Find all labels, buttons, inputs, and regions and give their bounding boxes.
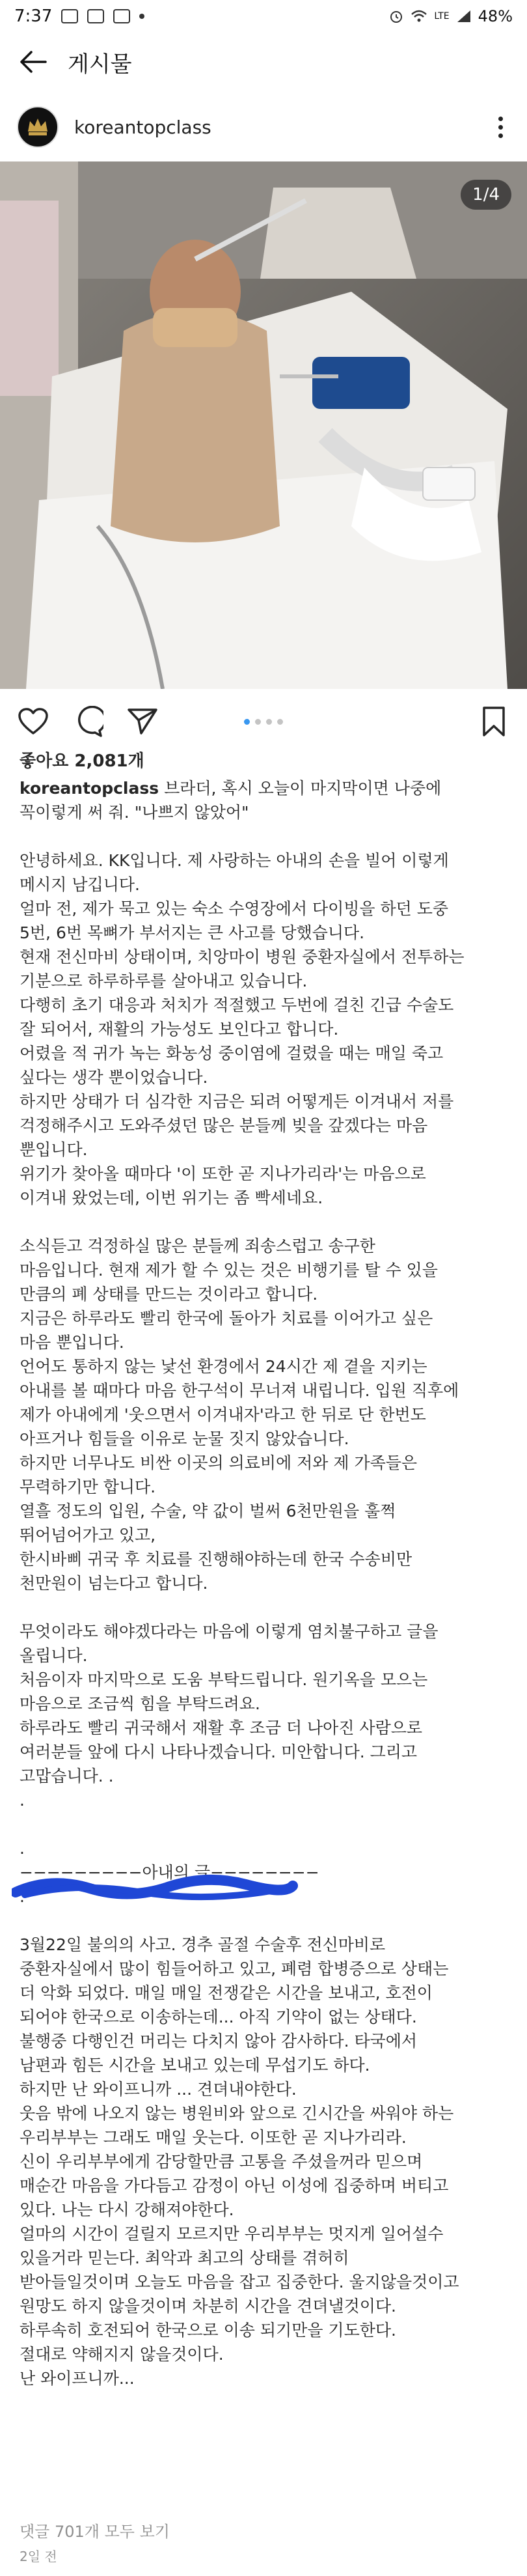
caption-line: 제가 아내에게 '웃으면서 이겨내자'라고 한 뒤로 단 한번도 xyxy=(20,1405,426,1424)
caption-line: 매순간 마음을 가다듬고 감정이 아닌 이성에 집중하며 버티고 xyxy=(20,2176,449,2195)
facebook-notification-icon xyxy=(87,9,104,23)
caption-line: 위기가 찾아올 때마다 '이 또한 곧 지나가리라'는 마음으로 xyxy=(20,1164,426,1183)
caption-line: 언어도 통하지 않는 낯선 환경에서 24시간 제 곁을 지키는 xyxy=(20,1357,427,1376)
caption-line: 얼마의 시간이 걸릴지 모르지만 우리부부는 멋지게 일어설수 xyxy=(20,2224,444,2243)
crown-logo-icon xyxy=(23,112,53,142)
post-username[interactable]: koreantopclass xyxy=(74,116,211,138)
caption-line: 무엇이라도 해야겠다라는 마음에 이렇게 염치불구하고 글을 xyxy=(20,1622,439,1641)
caption-line: 고맙습니다. . xyxy=(20,1767,114,1785)
carousel-dot xyxy=(255,719,261,725)
share-button[interactable] xyxy=(124,703,161,740)
caption-line: 싶다는 생각 뿐이었습니다. xyxy=(20,1068,208,1087)
caption-body xyxy=(20,800,514,2390)
caption-line: 메시지 남깁니다. xyxy=(20,875,140,894)
like-button[interactable] xyxy=(14,703,52,740)
caption-line: 하지만 너무나도 비싼 이곳의 의료비에 저와 제 가족들은 xyxy=(20,1453,418,1472)
post-header xyxy=(0,98,527,156)
view-all-comments-link[interactable]: 댓글 701개 모두 보기 xyxy=(20,2523,170,2541)
network-type: LTE xyxy=(434,11,450,21)
clock: 7:37 xyxy=(14,7,53,26)
caption-line: 무력하기만 합니다. xyxy=(20,1477,156,1496)
caption-line: 있다. 나는 다시 강해져야한다. xyxy=(20,2200,234,2219)
caption-line: . xyxy=(20,1791,25,1810)
post-caption xyxy=(20,776,514,2390)
caption-line: 아내를 볼 때마다 마음 한구석이 무너져 내립니다. 입원 직후에 xyxy=(20,1381,459,1400)
caption-line: 마음으로 조금씩 힘을 부탁드려요. xyxy=(20,1694,260,1713)
caption-line: 소식듣고 걱정하실 많은 분들께 죄송스럽고 송구한 xyxy=(20,1237,375,1255)
caption-line: 어렸을 적 귀가 녹는 화농성 중이염에 걸렸을 때는 매일 죽고 xyxy=(20,1044,444,1063)
app-bar xyxy=(0,33,527,91)
paper-plane-icon xyxy=(127,707,158,736)
caption-line: 있을거라 믿는다. 최악과 최고의 상태를 겪허히 xyxy=(20,2248,349,2267)
caption-line: 원망도 하지 않을것이며 차분히 시간을 견뎌낼것이다. xyxy=(20,2297,396,2316)
caption-line: 다행히 초기 대응과 처치가 적절했고 두번에 걸친 긴급 수술도 xyxy=(20,996,454,1015)
status-bar xyxy=(0,0,527,33)
more-options-button[interactable] xyxy=(491,111,510,143)
gallery-notification-icon xyxy=(61,9,78,23)
more-dot-icon xyxy=(498,133,503,138)
caption-line xyxy=(20,1595,514,1619)
comment-button[interactable] xyxy=(69,703,107,740)
alarm-icon xyxy=(388,8,404,24)
caption-line: 난 와이프니까... xyxy=(20,2369,135,2388)
caption-line: 웃음 밖에 나오지 않는 병원비와 앞으로 긴시간을 싸워야 하는 xyxy=(20,2104,454,2123)
caption-line: 5번, 6번 목뼈가 부서지는 큰 사고를 당했습니다. xyxy=(20,923,365,942)
avatar[interactable] xyxy=(17,106,59,148)
photo-notification-icon xyxy=(113,9,130,23)
caption-line: . xyxy=(20,1839,25,1858)
caption-line: 우리부부는 그래도 매일 웃는다. 이또한 곧 지나가리라. xyxy=(20,2128,407,2147)
caption-line xyxy=(20,824,514,848)
caption-first-line xyxy=(20,776,514,800)
caption-line: 불행중 다행인건 머리는 다치지 않아 감사하다. 타국에서 xyxy=(20,2032,418,2051)
post-photo[interactable] xyxy=(0,161,527,689)
caption-line: 처음이자 마지막으로 도움 부탁드립니다. 원기옥을 모으는 xyxy=(20,1670,428,1689)
caption-line: 지금은 하루라도 빨리 한국에 돌아가 치료를 이어가고 싶은 xyxy=(20,1309,433,1328)
caption-line: 올립니다. xyxy=(20,1646,88,1665)
caption-line: 절대로 약해지지 않을것이다. xyxy=(20,2345,224,2364)
signal-icon xyxy=(456,9,472,23)
post-action-bar xyxy=(0,695,527,748)
carousel-dot-active xyxy=(244,719,250,725)
save-button[interactable] xyxy=(475,703,513,740)
caption-line: 이겨내 왔었는데, 이번 위기는 좀 빡세네요. xyxy=(20,1188,323,1207)
more-dot-icon xyxy=(498,117,503,121)
caption-line: 여러분들 앞에 다시 나타나겠습니다. 미안합니다. 그리고 xyxy=(20,1743,418,1761)
caption-line: 열흘 정도의 입원, 수술, 약 값이 벌써 6천만원을 훌쩍 xyxy=(20,1502,396,1520)
arrow-left-icon xyxy=(18,50,47,74)
notification-dot-icon xyxy=(139,14,144,19)
caption-line: 3월22일 불의의 사고. 경추 골절 수술후 전신마비로 xyxy=(20,1935,386,1954)
caption-line: 하루속히 호전되어 한국으로 이송 되기만을 기도한다. xyxy=(20,2321,396,2340)
carousel-dot xyxy=(266,719,272,725)
caption-line: . xyxy=(20,1887,25,1906)
battery-level: 48% xyxy=(478,7,513,25)
caption-line: 마음입니다. 현재 제가 할 수 있는 것은 비행기를 탈 수 있을 xyxy=(20,1261,438,1280)
carousel-dot xyxy=(277,719,283,725)
caption-line xyxy=(20,1909,514,1933)
caption-username[interactable]: koreantopclass xyxy=(20,779,159,798)
hospital-bed-photo xyxy=(0,161,527,689)
caption-line: 걱정해주시고 도와주셨던 많은 분들께 빚을 갚겠다는 마음 xyxy=(20,1116,428,1135)
caption-line: 얼마 전, 제가 묵고 있는 숙소 수영장에서 다이빙을 하던 도중 xyxy=(20,899,449,918)
comment-bubble-icon xyxy=(72,706,103,737)
caption-line: 아프거나 힘들을 이유로 눈물 짓지 않았습니다. xyxy=(20,1429,349,1448)
caption-line: 꼭이렇게 써 줘. "나쁘지 않았어" xyxy=(20,803,249,822)
caption-line: 한시바삐 귀국 후 치료를 진행해야하는데 한국 수송비만 xyxy=(20,1550,412,1569)
caption-line: 천만원이 넘는다고 합니다. xyxy=(20,1574,208,1593)
caption-line: 하지만 상태가 더 심각한 지금은 되려 어떻게든 이겨내서 저를 xyxy=(20,1092,454,1111)
caption-line: 더 악화 되었다. 매일 매일 전쟁같은 시간을 보내고, 호전이 xyxy=(20,1983,433,2002)
caption-line: 만큼의 폐 상태를 만드는 것이라고 합니다. xyxy=(20,1285,318,1304)
heart-icon xyxy=(18,707,49,736)
likes-count[interactable]: 좋아요 2,081개 xyxy=(20,751,144,771)
caption-line: 되어야 한국으로 이송하는데... 아직 기약이 없는 상태다. xyxy=(20,2008,417,2026)
caption-line: 브라더, 혹시 오늘이 마지막이면 나중에 xyxy=(164,779,442,798)
caption-line xyxy=(20,1812,514,1836)
caption-line: 신이 우리부부에게 감당할만큼 고통을 주셨을꺼라 믿으며 xyxy=(20,2152,423,2171)
page-title: 게시물 xyxy=(68,51,132,77)
more-dot-icon xyxy=(498,125,503,130)
caption-line: 받아들일것이며 오늘도 마음을 잡고 집중한다. 울지않을것이고 xyxy=(20,2273,459,2291)
caption-line: 안녕하세요. KK입니다. 제 사랑하는 아내의 손을 빌어 이렇게 xyxy=(20,851,449,870)
bookmark-icon xyxy=(481,706,506,737)
caption-line: 중환자실에서 많이 힘들어하고 있고, 폐렴 합병증으로 상태는 xyxy=(20,1959,449,1978)
caption-line: 남편과 힘든 시간을 보내고 있는데 무섭기도 하다. xyxy=(20,2056,370,2075)
image-page-indicator: 1/4 xyxy=(461,180,511,210)
caption-line: 마음 뿐입니다. xyxy=(20,1333,124,1352)
caption-line: 뛰어넘어가고 있고, xyxy=(20,1526,156,1545)
back-button[interactable] xyxy=(16,45,49,79)
carousel-dots xyxy=(244,719,283,725)
caption-line: 잘 되어서, 재활의 가능성도 보인다고 합니다. xyxy=(20,1020,339,1039)
caption-line: 기분으로 하루하루를 살아내고 있습니다. xyxy=(20,972,308,990)
caption-line: 뿐입니다. xyxy=(20,1140,88,1159)
caption-line xyxy=(20,1210,514,1234)
post-timestamp: 2일 전 xyxy=(20,2549,57,2564)
wifi-icon xyxy=(411,9,427,23)
caption-line: 하지만 난 와이프니까 ... 견뎌내야한다. xyxy=(20,2080,297,2099)
caption-line: 하루라도 빨리 귀국해서 재활 후 조금 더 나아진 사람으로 xyxy=(20,1718,423,1737)
redaction-scribble xyxy=(12,1873,298,1903)
caption-line: −−−−−−−−−아내의 글−−−−−−−− xyxy=(20,1863,319,1882)
caption-line: 현재 전신마비 상태이며, 치앙마이 병원 중환자실에서 전투하는 xyxy=(20,947,465,966)
